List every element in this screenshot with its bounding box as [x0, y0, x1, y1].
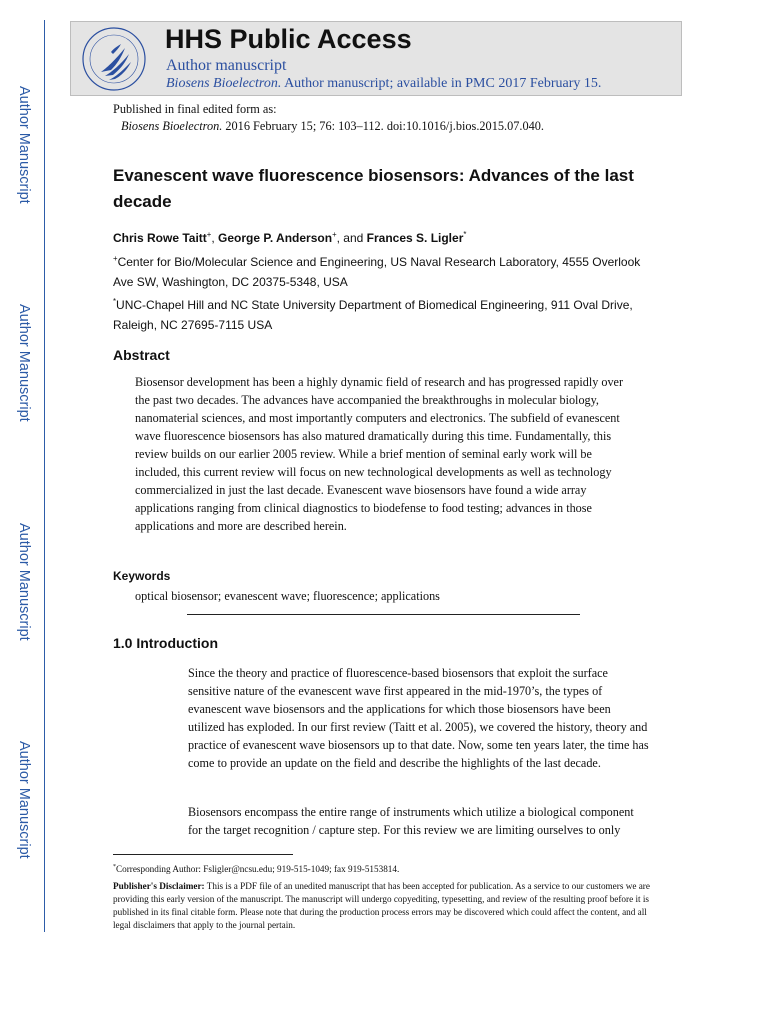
affiliation: *UNC-Chapel Hill and NC State University Department of Biomedical Engineering, 911 Oval Drive, Raleigh, NC 27695-7115 USA — [113, 297, 633, 332]
author-name: Frances S. Ligler — [366, 231, 464, 245]
abstract-heading: Abstract — [113, 347, 170, 363]
hhs-availability: Biosens Bioelectron. Author manuscript; available in PMC 2017 February 15. — [166, 76, 602, 91]
published-in — [113, 101, 544, 135]
hhs-title: HHS Public Access — [165, 24, 412, 54]
abstract-text: Biosensor development has been a highly dynamic field of research and has progressed rapidly over the past two decades. The advances have accompanied the breakthroughs in molecular biology, nanomaterial sciences, and most importantly computers and electronics. The subfield of evanescent wave fluorescence biosensors has also matured dramatically during this time. Fundamentally, this review builds on our earlier 2005 review. While a brief mention of seminal early work will be included, this current review will focus on new technological developments as well as technology commercialized in just the last decade. Evanescent wave biosensors have found a wide array applications ranging from clinical diagnostics to biodefense to food testing; advances in those applications and more are described herein. — [135, 375, 624, 533]
hhs-eagle-logo-icon — [81, 26, 147, 92]
hhs-header — [70, 21, 682, 96]
section-divider — [187, 614, 580, 615]
introduction-paragraph: Biosensors encompass the entire range of instruments which utilize a biological component for the target recognition / capture step. For this review we are limiting ourselves to only — [188, 805, 634, 837]
keywords-heading: Keywords — [113, 569, 171, 583]
corresponding-author-footnote: *Corresponding Author: Fsligler@ncsu.edu; 919-515-1049; fax 919-5153814. — [113, 864, 400, 875]
hhs-subtitle: Author manuscript — [166, 57, 287, 74]
footnote-rule — [113, 854, 293, 855]
keywords-text: optical biosensor; evanescent wave; fluorescence; applications — [135, 589, 440, 603]
published-label: Published in final edited form as: — [113, 102, 277, 116]
introduction-paragraph: Since the theory and practice of fluorescence-based biosensors that exploit the surface sensitive nature of the evanescent wave first appeared in the mid-1970’s, the types of evanescent wave biosensors and the applications for which those biosensors have been utilized has exploded. In our first review (Taitt et al. 2005), we covered the history, theory and practice of evanescent wave biosensors up to that date. Now, some ten years later, the time has come to provide an update on the field and describe the highlights of the last decade. — [188, 666, 649, 770]
publisher-disclaimer: Publisher's Disclaimer: This is a PDF file of an unedited manuscript that has been accepted for publication. As a service to our customers we are providing this early version of the manuscript. The manuscript will undergo copyediting, typesetting, and review of the resulting proof before it is published in its final citable form. Please note that during the production process errors may be discovered which could affect the content, and all legal disclaimers that apply to the journal pertain. — [113, 881, 650, 930]
author-list: Chris Rowe Taitt+, George P. Anderson+, and Frances S. Ligler* — [113, 230, 467, 245]
published-citation: Biosens Bioelectron. 2016 February 15; 76: 103–112. doi:10.1016/j.bios.2015.07.040. — [121, 119, 544, 133]
article-title: Evanescent wave fluorescence biosensors: Advances of the last decade — [113, 166, 634, 211]
affiliation: +Center for Bio/Molecular Science and Engineering, US Naval Research Laboratory, 4555 Overlook Ave SW, Washington, DC 20375-5348, USA — [113, 254, 641, 289]
author-name: Chris Rowe Taitt — [113, 231, 207, 245]
side-rule — [44, 20, 45, 932]
author-name: George P. Anderson — [218, 231, 333, 245]
introduction-heading: 1.0 Introduction — [113, 635, 218, 651]
